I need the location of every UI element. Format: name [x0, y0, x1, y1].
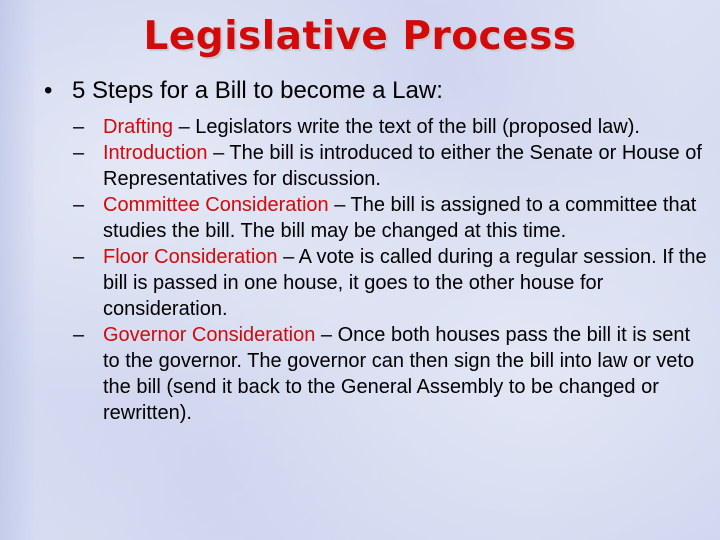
step-description: A vote is called during a regular session. If the bill is passed in one house, it goes to the other house for consideration.	[103, 246, 707, 320]
background-band	[0, 0, 34, 540]
step-item-drafting	[73, 114, 707, 140]
step-item-governor-consideration	[73, 322, 707, 426]
step-item-introduction	[73, 140, 707, 192]
step-term: Introduction	[103, 142, 208, 164]
step-separator: –	[277, 246, 299, 268]
slide-content	[42, 74, 707, 426]
lead-text: 5 Steps for a Bill to become a Law:	[72, 77, 443, 104]
step-term: Committee Consideration	[103, 194, 329, 216]
dash-icon: –	[73, 142, 85, 164]
dash-icon: –	[73, 324, 85, 346]
step-description: Once both houses pass the bill it is sent to the governor. The governor can then sign the bill into law or veto the bill (send it back to the General Assembly to be changed or rewritten).	[103, 324, 695, 424]
step-description: Legislators write the text of the bill (proposed law).	[195, 116, 640, 138]
step-separator: –	[173, 116, 196, 138]
step-description: The bill is introduced to either the Senate or House of Representatives for discussion.	[103, 142, 702, 190]
slide-title: Legislative Process	[143, 14, 577, 59]
dash-icon: –	[73, 194, 85, 216]
dash-icon: –	[73, 116, 85, 138]
step-term: Floor Consideration	[103, 246, 278, 268]
lead-bullet-item	[42, 74, 707, 108]
step-separator: –	[207, 142, 230, 164]
step-item-committee-consideration	[73, 192, 707, 244]
step-term: Governor Consideration	[103, 324, 316, 346]
bullet-icon: •	[44, 77, 53, 104]
step-item-floor-consideration	[73, 244, 707, 322]
steps-list	[42, 114, 707, 426]
dash-icon: –	[73, 246, 85, 268]
step-term: Drafting	[103, 116, 174, 138]
step-description: The bill is assigned to a committee that studies the bill. The bill may be changed at this time.	[103, 194, 697, 242]
step-separator: –	[328, 194, 351, 216]
step-separator: –	[315, 324, 338, 346]
